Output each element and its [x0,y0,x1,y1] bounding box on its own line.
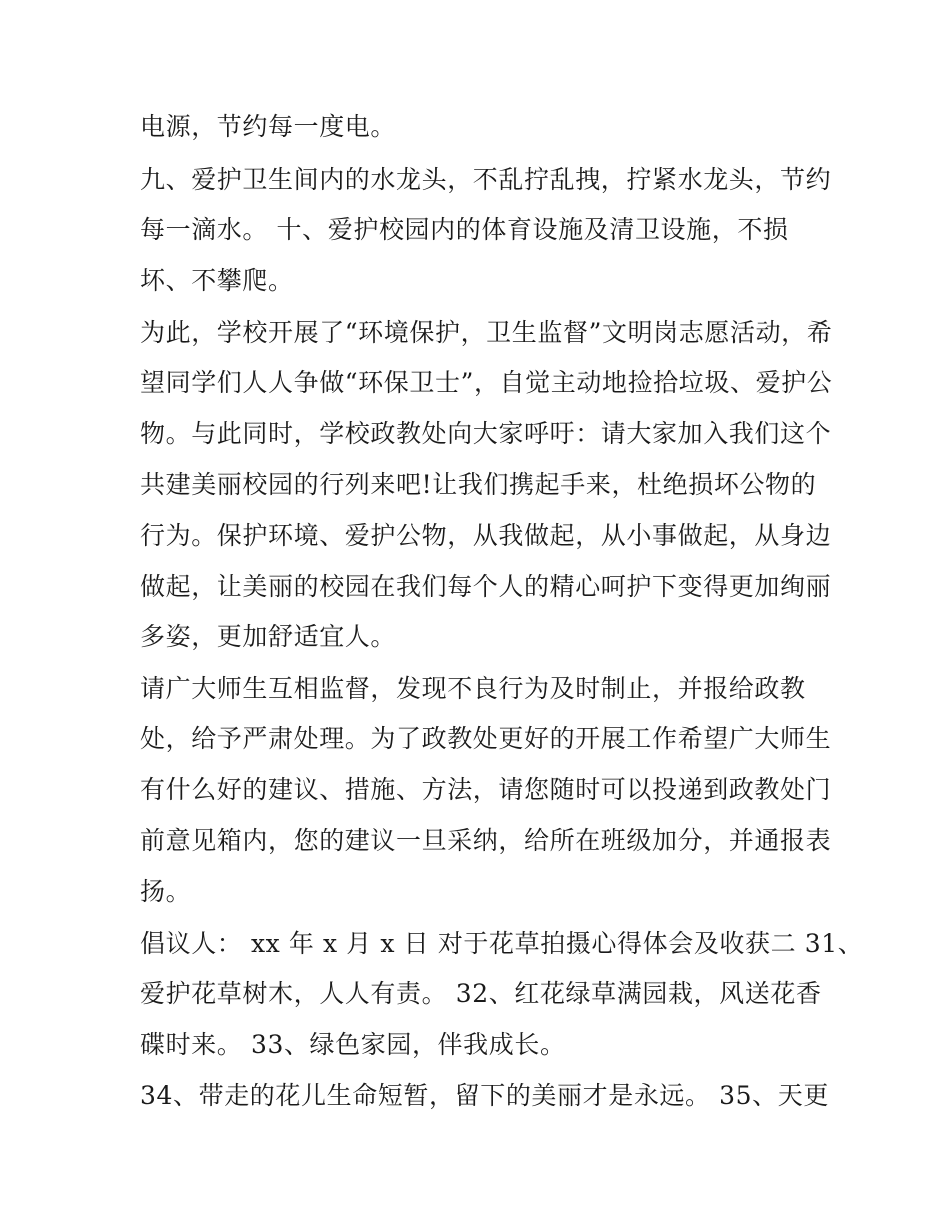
text-line: 每一滴水。 十、爱护校园内的体育设施及清卫设施，不损 [140,215,789,244]
text-line: 电源，节约每一度电。 [140,112,397,141]
text-line: 望同学们人人争做“环保卫士”，自觉主动地捡拾垃圾、爱护公 [140,368,833,397]
text-line: 做起，让美丽的校园在我们每个人的精心呵护下变得更加绚丽 [140,572,832,601]
text-line: 有什么好的建议、措施、方法，请您随时可以投递到政教处门 [140,775,832,804]
text-line: 扬。 [140,877,192,906]
text-line: 爱护花草树木，人人有责。 32、红花绿草满园栽，风送花香 [140,979,822,1008]
text-line: 共建美丽校园的行列来吧!让我们携起手来，杜绝损坏公物的 [140,470,817,499]
text-line: 倡议人： xx 年 x 月 x 日 对于花草拍摄心得体会及收获二 31、 [140,929,864,958]
text-line: 为此，学校开展了“环境保护，卫生监督”文明岗志愿活动，希 [140,318,833,347]
text-line: 物。与此同时，学校政教处向大家呼吁：请大家加入我们这个 [140,419,832,448]
text-line: 34、带走的花儿生命短暂，留下的美丽才是永远。 35、天更 [140,1081,829,1110]
text-line: 多姿，更加舒适宜人。 [140,622,397,651]
text-line: 坏、不攀爬。 [140,266,294,295]
text-line: 请广大师生互相监督，发现不良行为及时制止，并报给政教 [140,674,806,703]
text-line: 行为。保护环境、爱护公物，从我做起，从小事做起，从身边 [140,521,832,550]
text-line: 处，给予严肃处理。为了政教处更好的开展工作希望广大师生 [140,724,832,753]
text-line: 九、爱护卫生间内的水龙头，不乱拧乱拽，拧紧水龙头，节约 [140,165,832,194]
text-line: 碟时来。 33、绿色家园，伴我成长。 [140,1030,566,1059]
text-line: 前意见箱内，您的建议一旦采纳，给所在班级加分，并通报表 [140,826,832,855]
